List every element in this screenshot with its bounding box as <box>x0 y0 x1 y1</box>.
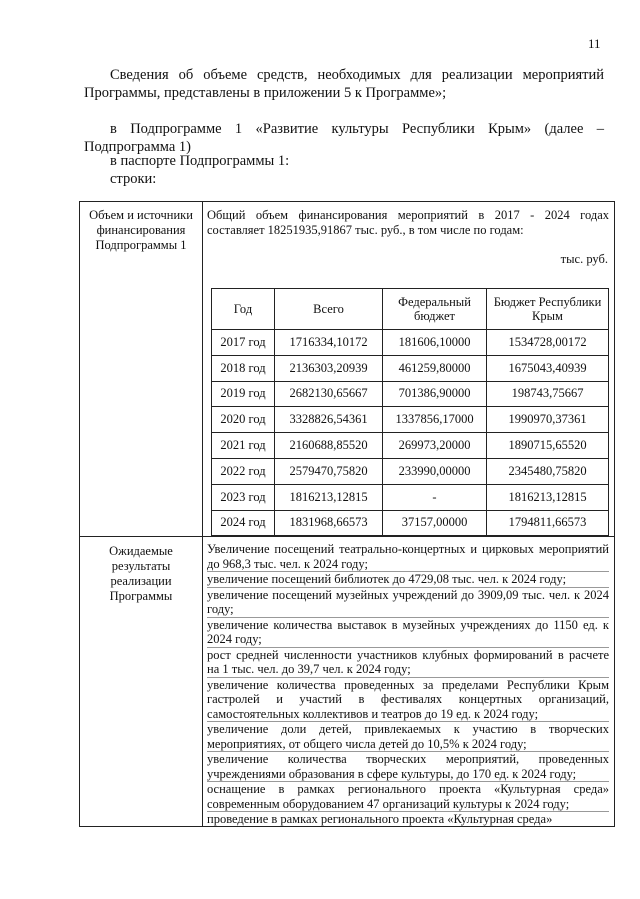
table-row <box>212 484 609 510</box>
cell-federal: - <box>383 484 487 510</box>
header-federal: Федеральный бюджет <box>383 289 487 330</box>
cell-year: 2023 год <box>212 484 275 510</box>
expected-results-list <box>207 542 609 827</box>
header-year: Год <box>212 289 275 330</box>
cell-federal: 1337856,17000 <box>383 407 487 433</box>
list-item: увеличение количества выставок в музейных учреждениях до 1150 ед. к 2024 году; <box>207 617 609 646</box>
passport-table <box>79 201 615 827</box>
paragraph-rows: строки: <box>110 171 157 187</box>
cell-year: 2018 год <box>212 355 275 381</box>
table-row <box>212 458 609 484</box>
paragraph-funding-info: Сведения об объеме средств, необходимых для реализации мероприятий Программы, представлены в приложении 5 к Программе»; <box>84 67 604 101</box>
cell-year: 2024 год <box>212 510 275 536</box>
list-item: увеличение количества проведенных за пределами Республики Крым гастролей и участий в фестивалях концертных организаций, самостоятельных коллективов и театров до 19 ед. к 2024 году; <box>207 677 609 721</box>
list-item: оснащение в рамках регионального проекта «Культурная среда» современным оборудованием 47 организаций культуры к 2024 году; <box>207 782 609 811</box>
paragraph-subprogram-1: в Подпрограмме 1 «Развитие культуры Республики Крым» (далее – Подпрограмма 1) <box>84 121 604 155</box>
column-divider <box>202 202 203 826</box>
cell-republic: 1990970,37361 <box>487 407 609 433</box>
results-label: Ожидаемые результаты реализации Программы <box>109 544 173 603</box>
table-row <box>212 381 609 407</box>
cell-republic: 2345480,75820 <box>487 458 609 484</box>
cell-year: 2020 год <box>212 407 275 433</box>
cell-year: 2017 год <box>212 330 275 356</box>
funding-summary: Общий объем финансирования мероприятий в 2017 - 2024 годах составляет 18251935,91867 тыс. руб., в том числе по годам: <box>207 208 609 237</box>
cell-federal: 461259,80000 <box>383 355 487 381</box>
cell-total: 3328826,54361 <box>275 407 383 433</box>
list-item: проведение в рамках регионального проекта «Культурная среда» <box>207 812 553 826</box>
paragraph-passport: в паспорте Подпрограммы 1: <box>110 153 290 169</box>
list-item: увеличение посещений музейных учреждений до 3909,09 тыс. чел. к 2024 году; <box>207 587 609 616</box>
header-total: Всего <box>275 289 383 330</box>
cell-republic: 1534728,00172 <box>487 330 609 356</box>
cell-republic: 1816213,12815 <box>487 484 609 510</box>
funding-label: Объем и источники финансирования Подпрограммы 1 <box>89 208 193 252</box>
cell-republic: 1675043,40939 <box>487 355 609 381</box>
cell-federal: 37157,00000 <box>383 510 487 536</box>
cell-total: 2579470,75820 <box>275 458 383 484</box>
table-header-row <box>212 289 609 330</box>
table-row <box>212 330 609 356</box>
cell-federal: 269973,20000 <box>383 433 487 459</box>
unit-label: тыс. руб. <box>560 252 608 266</box>
table-row <box>212 510 609 536</box>
cell-total: 1831968,66573 <box>275 510 383 536</box>
cell-federal: 181606,10000 <box>383 330 487 356</box>
list-item: увеличение доли детей, привлекаемых к участию в творческих мероприятиях, от общего числа детей до 10,5% к 2024 году; <box>207 722 609 751</box>
cell-federal: 701386,90000 <box>383 381 487 407</box>
cell-total: 1816213,12815 <box>275 484 383 510</box>
list-item: увеличение посещений библиотек до 4729,08 тыс. чел. к 2024 году; <box>207 572 609 588</box>
cell-year: 2022 год <box>212 458 275 484</box>
page-number: 11 <box>588 36 601 51</box>
cell-year: 2019 год <box>212 381 275 407</box>
header-republic: Бюджет Республики Крым <box>487 289 609 330</box>
cell-total: 2136303,20939 <box>275 355 383 381</box>
cell-federal: 233990,00000 <box>383 458 487 484</box>
cell-year: 2021 год <box>212 433 275 459</box>
list-item: Увеличение посещений театрально-концертных и цирковых мероприятий до 968,3 тыс. чел. к 2024 году; <box>207 542 609 571</box>
cell-republic: 198743,75667 <box>487 381 609 407</box>
table-row <box>212 407 609 433</box>
list-item: рост средней численности участников клубных формирований в расчете на 1 тыс. чел. до 39,7 чел. к 2024 году; <box>207 647 609 676</box>
cell-total: 2160688,85520 <box>275 433 383 459</box>
list-item: увеличение количества творческих мероприятий, проведенных учреждениями образования в сфере культуры, до 170 ед. к 2024 году; <box>207 752 609 781</box>
cell-total: 2682130,65667 <box>275 381 383 407</box>
funding-by-year-table <box>211 288 609 536</box>
cell-republic: 1890715,65520 <box>487 433 609 459</box>
table-row <box>212 433 609 459</box>
cell-total: 1716334,10172 <box>275 330 383 356</box>
cell-republic: 1794811,66573 <box>487 510 609 536</box>
table-row <box>212 355 609 381</box>
